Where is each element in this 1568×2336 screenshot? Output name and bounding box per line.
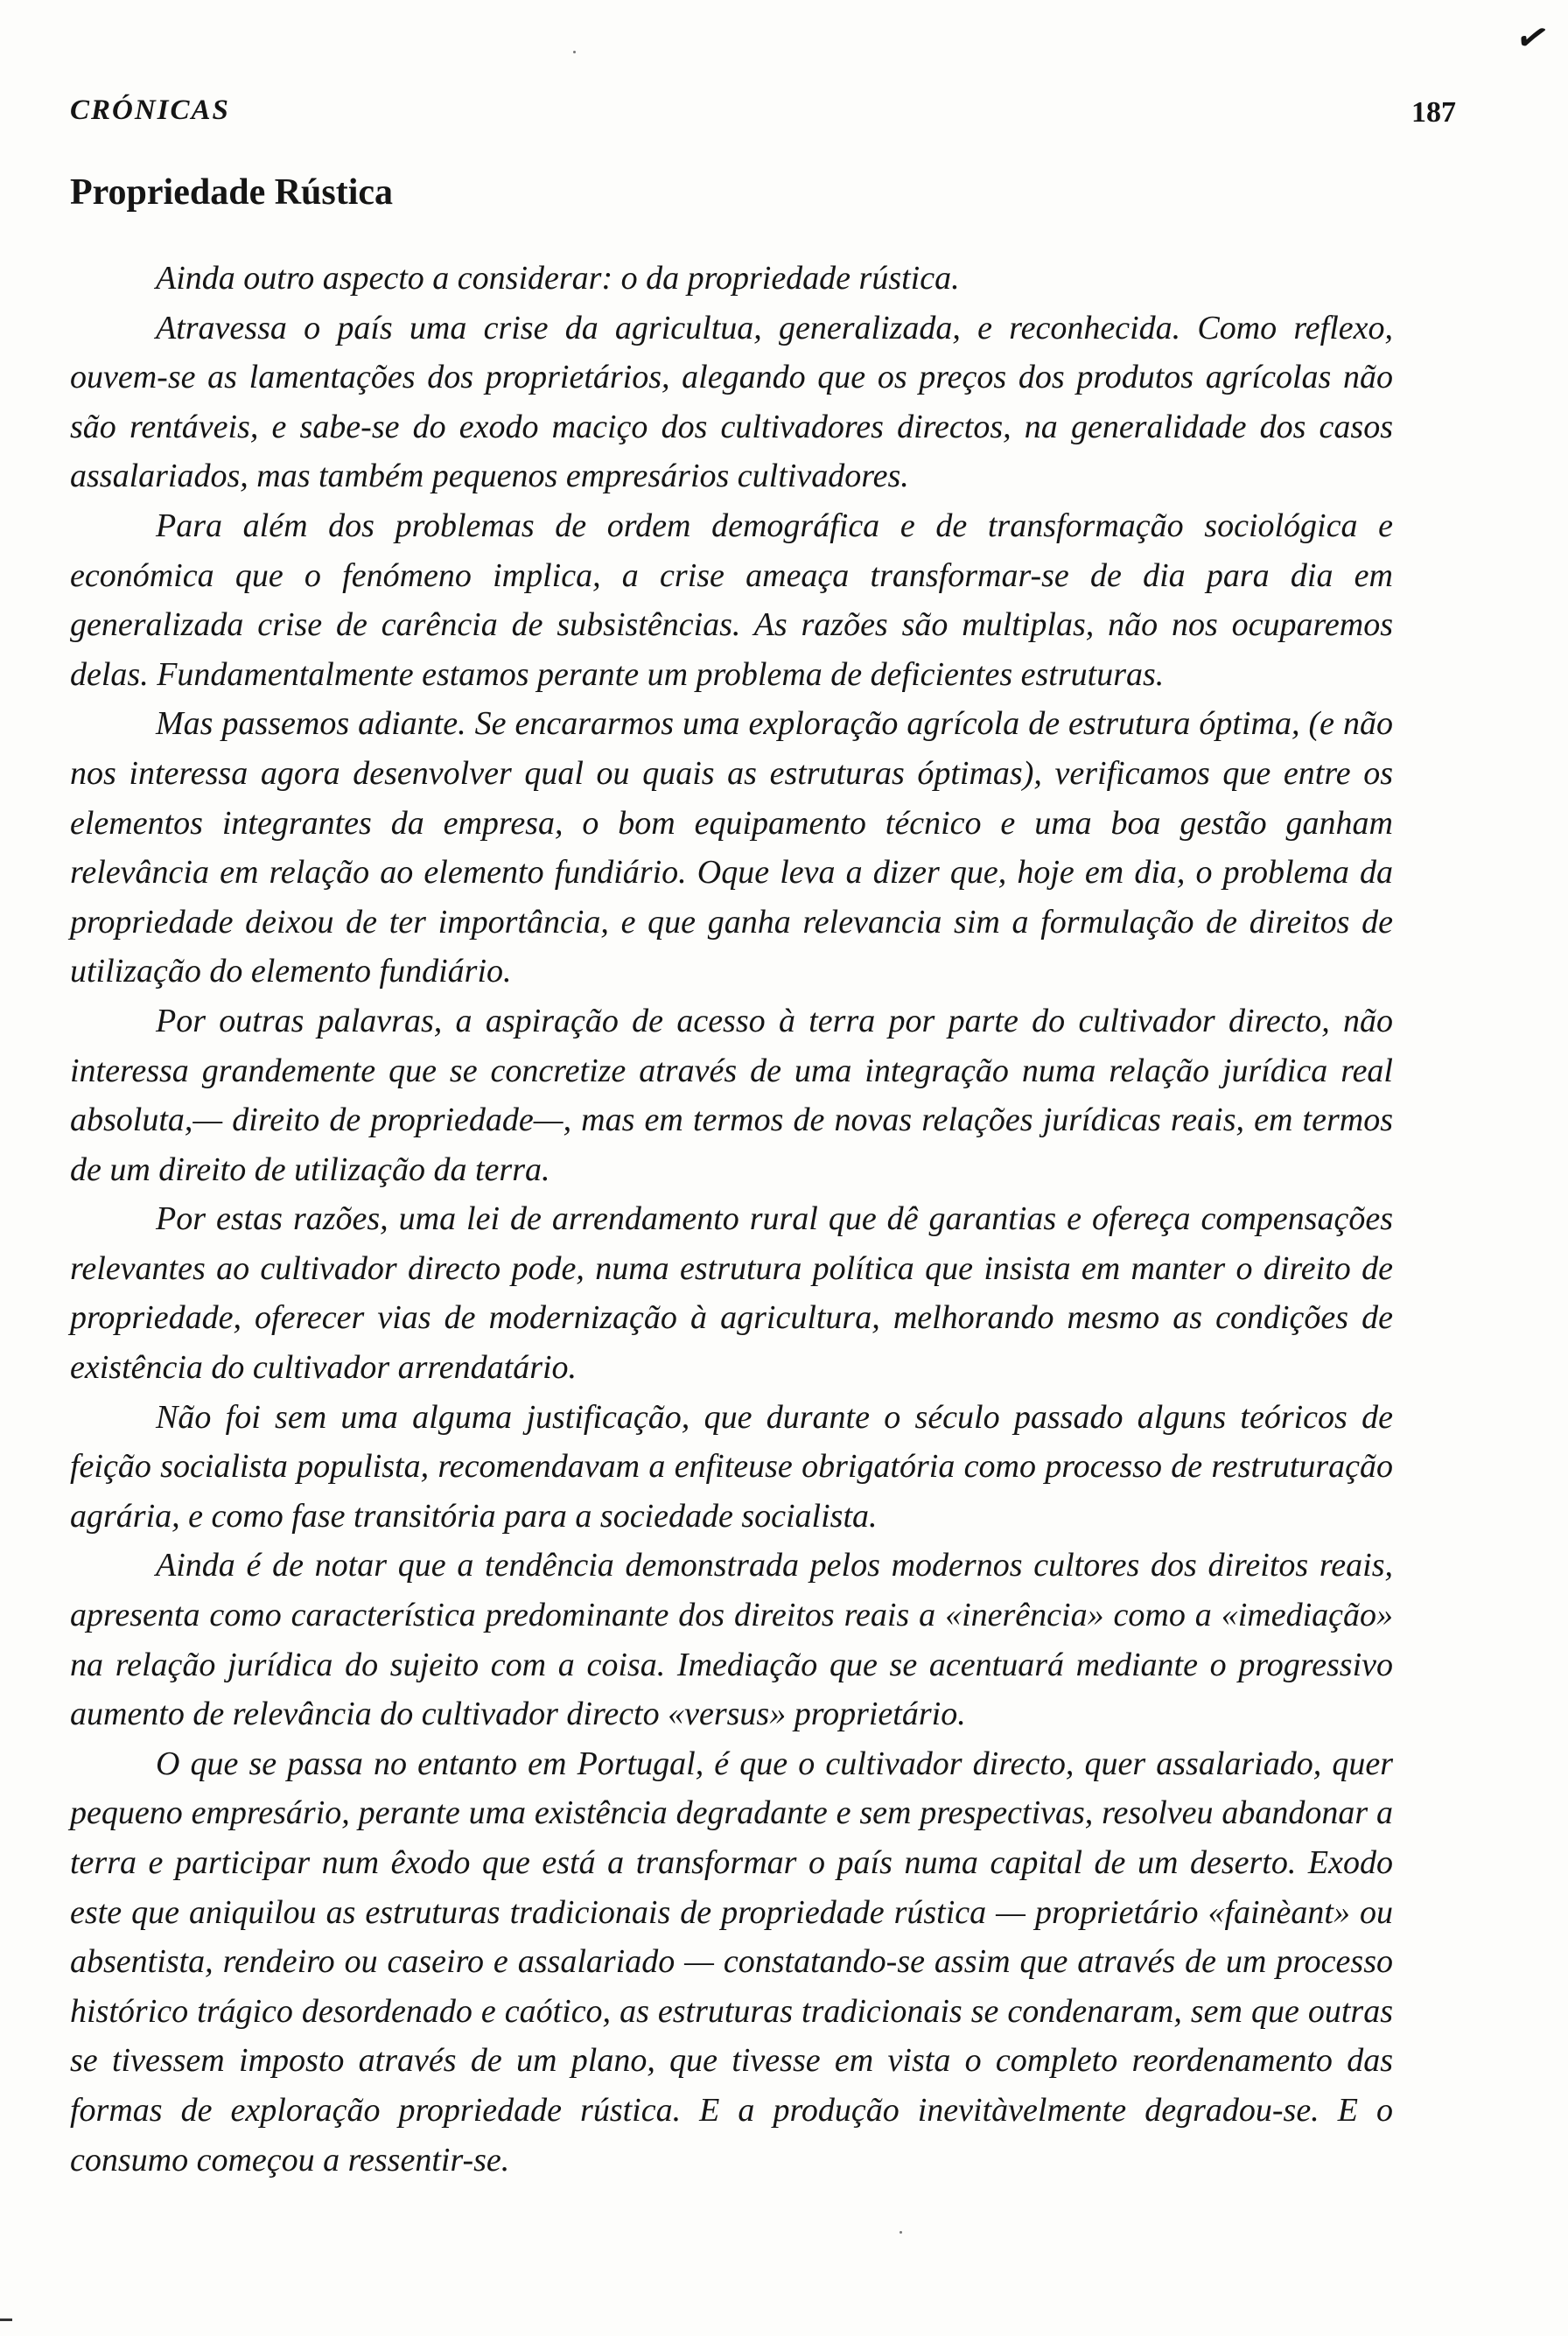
page-number: 187 [1411, 96, 1456, 129]
paragraph: Não foi sem uma alguma justificação, que durante o século passado alguns teóricos de feição socialista populista, recomendavam a enfiteuse obrigatória como processo de restruturação agrária, e como fase transitória para a sociedade socialista. [70, 1398, 1393, 1535]
paragraph: Para além dos problemas de ordem demográfica e de transformação sociológica e económica que o fenómeno implica, a crise ameaça transformar-se de dia para dia em generalizada crise de carência de subsistências. As razões são multiplas, não nos ocuparemos delas. Fundamentalmente estamos perante um problema de deficientes estruturas. [70, 507, 1393, 693]
article-body [70, 254, 1393, 2185]
article-title: Propriedade Rústica [70, 172, 394, 213]
handwritten-check-mark: ✓ [1511, 13, 1554, 63]
paragraph: Atravessa o país uma crise da agricultua, generalizada, e reconhecida. Como reflexo, ouvem-se as lamentações dos proprietários, alegando que os preços dos produtos agrícolas não são rentáveis, e sabe-se do exodo maciço dos cultivadores directos, na generalidade dos casos assalariados, mas também pequenos empresários cultivadores. [70, 309, 1393, 495]
paragraph: Mas passemos adiante. Se encararmos uma exploração agrícola de estrutura óptima, (e não nos interessa agora desenvolver qual ou quais as estruturas óptimas), verificamos que entre os elementos integrantes da empresa, o bom equipamento técnico e uma boa gestão ganham relevância em relação ao elemento fundiário. Oque leva a dizer que, hoje em dia, o problema da propriedade deixou de ter importância, e que ganha relevancia sim a formulação de direitos de utilização do elemento fundiário. [70, 705, 1393, 990]
paragraph: Por outras palavras, a aspiração de acesso à terra por parte do cultivador directo, não interessa grandemente que se concretize através de uma integração numa relação jurídica real absoluta,— direito de propriedade—, mas em termos de novas relações jurídicas reais, em termos de um direito de utilização da terra. [70, 1002, 1393, 1188]
paragraph: Por estas razões, uma lei de arrendamento rural que dê garantias e ofereça compensações relevantes ao cultivador directo pode, numa estrutura política que insista em manter o direito de propriedade, oferecer vias de modernização à agricultura, melhorando mesmo as condições de existência do cultivador arrendatário. [70, 1200, 1393, 1387]
running-head: CRÓNICAS [70, 94, 230, 126]
scan-edge-mark [0, 2319, 12, 2321]
paragraph: O que se passa no entanto em Portugal, é que o cultivador directo, quer assalariado, quer pequeno empresário, perante uma existência degradante e sem prespectivas, resolveu abandonar a terra e participar num êxodo que está a transformar o país numa capital de um deserto. Exodo este que aniquilou as estruturas tradicionais de propriedade rústica — proprietário «fainèant» ou absentista, rendeiro ou caseiro e assalariado — constatando-se assim que através de um processo histórico trágico desordenado e caótico, as estruturas tradicionais se condenaram, sem que outras se tivessem imposto através de um plano, que tivesse em vista o completo reordenamento das formas de exploração propriedade rústica. E a produção inevitàvelmente degradou-se. E o consumo começou a ressentir-se. [70, 1745, 1393, 2179]
paragraph: Ainda outro aspecto a considerar: o da propriedade rústica. [156, 260, 960, 297]
scan-speck [900, 2231, 902, 2234]
scan-speck [573, 51, 576, 53]
paragraph: Ainda é de notar que a tendência demonstrada pelos modernos cultores dos direitos reais, apresenta como característica predominante dos direitos reais a «inerência» como a «imediação» na relação jurídica do sujeito com a coisa. Imediação que se acentuará mediante o progressivo aumento de relevância do cultivador directo «versus» proprietário. [70, 1547, 1393, 1733]
